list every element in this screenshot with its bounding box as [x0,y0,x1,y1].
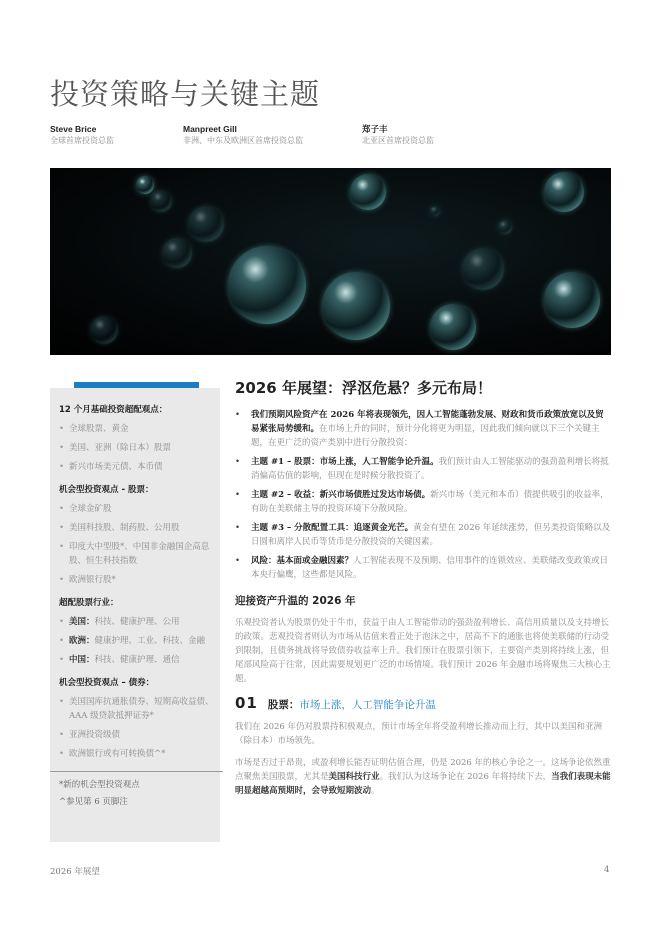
sidebar-list [59,615,214,667]
key-point-item [235,455,611,483]
sidebar-list-item [59,502,214,516]
sidebar-list-item [59,634,214,648]
sidebar-item-text: 健康护理、工业、科技、金融 [94,636,206,646]
sidebar-list [59,695,214,761]
author-3 [362,123,434,147]
bubble [162,238,192,268]
sidebar-item-text: 欧洲银行或有可转换债^* [69,749,166,759]
main-content [235,378,611,806]
sidebar-footnote: ^参见第 6 页脚注 [59,797,128,807]
sidebar-content [59,404,214,812]
bubble [462,248,504,290]
bubble [544,172,584,212]
sidebar-accent-bar [74,382,199,388]
outlook-heading: 2026 年展望：浮沤危悬？多元布局！ [235,379,492,397]
key-point-lead: 主题 #2 – 收益：新兴市场债胜过发达市场债。 [251,490,431,500]
sidebar-item-region: 美国： [69,617,95,627]
sidebar-item-text: 亚洲投资级债 [69,730,121,740]
equities-paragraph-2 [235,756,611,798]
key-point-text: 我们预计由人工智能驱动的强劲盈利增长将抵消偏高估值的影响，但现在是时候分散投资了。 [251,457,609,481]
key-point-lead: 主题 #3 – 分散配置工具：追逐黄金光芒。 [251,523,414,533]
page-title: 投资策略与关键主题 [50,77,321,111]
para-bold: 当我们表现未能明显超越高预期时，会导致短期波动 [235,772,611,796]
section-label: 股票： [267,699,300,711]
para-text: 。 [371,786,380,796]
author-role: 全球首席投资总监 [50,136,114,145]
sidebar-divider [50,771,223,772]
bubble [136,176,154,194]
para-text: 市场是否过于昂贵，或盈利增长能否证明估值合理，仍是 2026 年的核心争论之一。这场争论依然重点聚焦美国股票，尤其是 [235,758,611,782]
section-title: 市场上涨，人工智能争论升温 [299,699,436,711]
author-role: 北亚区首席投资总监 [362,136,434,145]
key-point-item [235,521,611,549]
author-name: 郑子丰 [362,124,388,134]
sidebar-investment-views [50,388,220,842]
sidebar-item-text: 科技、健康护理、公用 [94,617,180,627]
sidebar-list-item [59,573,214,587]
sidebar-heading: 机会型投资观点 – 债券： [59,678,155,688]
sidebar-item-region: 欧洲： [69,636,95,646]
author-name: Manpreet Gill [183,124,237,134]
bubble [90,316,118,344]
key-point-lead: 主题 #1 – 股票：市场上涨，人工智能争论升温。 [251,457,439,467]
subheading: 迎接资产升温的 2026 年 [235,595,356,607]
key-point-text: 黄金有望在 2026 年延续涨势，但另类投资策略以及日圆和离岸人民币等货币是分散投资的关键因素。 [251,523,611,547]
sidebar-item-text: 全球股票、黄金 [69,424,129,434]
bubble [430,206,440,216]
key-point-text: 人工智能表现不及预期、信用事件的连锁效应、美联储改变政策或日本央行偏鹰，这些都是风险。 [251,556,609,580]
sidebar-heading: 12 个月基础投资超配观点： [59,405,168,415]
bubble [544,272,600,328]
sidebar-list-item [59,615,214,629]
sidebar-item-text: 全球金矿股 [69,504,112,514]
sidebar-list-item [59,747,214,761]
bubble [430,304,476,350]
sidebar-list-item [59,540,214,568]
key-point-lead: 风险：基本面或金融因素？ [251,556,354,566]
key-point-item [235,408,611,450]
sidebar-list-item [59,422,214,436]
author-name: Steve Brice [50,124,97,134]
bubble [350,174,386,210]
bubble [228,246,306,324]
sidebar-item-text: 美国科技股、制药股、公用股 [69,523,180,533]
sidebar-item-text: 科技、健康护理、通信 [94,655,180,665]
bubble [150,190,172,212]
key-point-text: 在市场上升的同时，预计分化将更为明显，因此我们倾向就以下三个关键主题，在更广泛的资产类别中进行分散投资： [251,424,600,448]
key-point-item [235,554,611,582]
section-number: 01 [235,694,258,712]
bubble [498,220,512,234]
equities-paragraph-1: 我们在 2026 年仍对股票持积极观点，预计市场全年将受盈利增长推动而上行，其中以美国和亚洲（除日本）市场领先。 [235,722,603,746]
sidebar-item-region: 中国： [69,655,95,665]
key-point-text: 新兴市场（美元和本币）债提供吸引的收益率，有助在美联储主导的投资环境下分散风险。 [251,490,609,514]
sidebar-list [59,422,214,474]
footer-publication: 2026 年展望 [50,867,100,877]
key-point-lead: 我们预期风险资产在 2026 年将表现领先，因人工智能蓬勃发展、财政和货币政策放宽以及贸易紧张局势缓和。 [251,410,604,434]
sidebar-list [59,502,214,587]
author-role: 非洲、中东及欧洲区首席投资总监 [183,136,303,145]
sidebar-item-text: 新兴市场美元债、本币债 [69,462,163,472]
sidebar-list-item [59,695,214,723]
key-point-item [235,488,611,516]
key-points-list [235,408,611,582]
sidebar-item-text: 印度大中型股*、中国非金融国企高息股、恒生科技指数 [69,542,210,566]
bubble [322,272,390,340]
page-number: 4 [604,865,610,875]
sidebar-footnote: *新的机会型投资观点 [59,780,140,790]
para-bold: 美国科技行业 [328,772,380,782]
bubble [188,206,224,242]
sidebar-heading: 超配股票行业： [59,598,119,608]
sidebar-list-item [59,460,214,474]
intro-paragraph: 乐观投资者认为股票仍处于牛市，获益于由人工智能带动的强劲盈利增长、高信用质量以及支持增长的政策。悲观投资者则认为市场从估值来看正处于泡沫之中，居高不下的通胀也将使美联储的行动受到限制，且债务挑战将导致债券收益率上升。我们预计在股票引领下，主要资产类别将持续上涨，但尾部风险高于往常，因此需要规划更广泛的市场情境。我们预计 2026 年金融市场将聚焦三大核心主题。 [235,618,611,684]
hero-bubbles-image [50,168,611,355]
section-heading-equities [235,694,611,712]
sidebar-item-text: 美国、亚洲（除日本）股票 [69,443,172,453]
author-1 [50,123,114,147]
sidebar-heading: 机会型投资观点 - 股票： [59,485,154,495]
sidebar-item-text: 美国国库抗通胀债券、短期高收益债、AAA 级贷款抵押证券* [69,697,214,721]
para-text: 。我们认为这场争论在 2026 年将持续下去， [379,772,552,782]
sidebar-list-item [59,441,214,455]
sidebar-list-item [59,521,214,535]
sidebar-list-item [59,653,214,667]
sidebar-item-text: 欧洲银行股* [69,575,116,585]
sidebar-list-item [59,728,214,742]
author-2 [183,123,303,147]
